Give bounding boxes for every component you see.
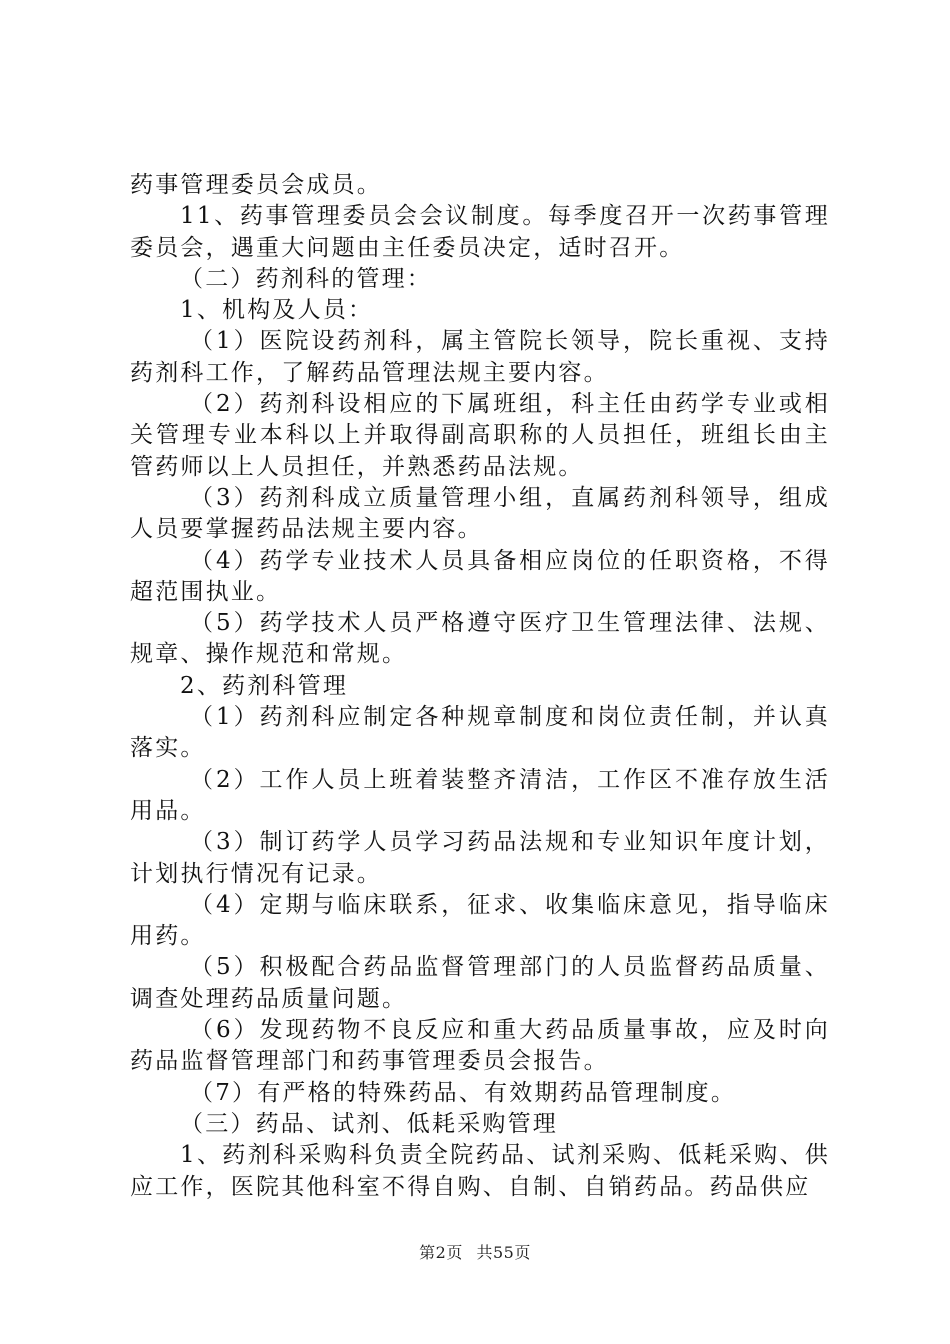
paragraph: 11、药事管理委员会会议制度。每季度召开一次药事管理委员会，遇重大问题由主任委员决定，适时召开。 bbox=[130, 203, 830, 261]
paragraph: （1）医院设药剂科，属主管院长领导，院长重视、支持药剂科工作，了解药品管理法规主要内容。 bbox=[130, 328, 830, 386]
paragraph: （2）工作人员上班着装整齐清洁，工作区不准存放生活用品。 bbox=[130, 766, 830, 824]
paragraph: 1、药剂科采购科负责全院药品、试剂采购、低耗采购、供应工作，医院其他科室不得自购、自制、自销药品。药品供应 bbox=[130, 1142, 830, 1200]
paragraph: （2）药剂科设相应的下属班组，科主任由药学专业或相关管理专业本科以上并取得副高职称的人员担任，班组长由主管药师以上人员担任，并熟悉药品法规。 bbox=[130, 391, 830, 480]
page-footer bbox=[0, 1240, 950, 1263]
subsection-heading: 1、机构及人员： bbox=[180, 297, 374, 324]
paragraph: （4）定期与临床联系，征求、收集临床意见，指导临床用药。 bbox=[130, 891, 830, 950]
page-number: 第2页 bbox=[419, 1243, 463, 1262]
paragraph: （5）药学技术人员严格遵守医疗卫生管理法律、法规、规章、操作规范和常规。 bbox=[130, 610, 830, 668]
paragraph: （4）药学专业技术人员具备相应岗位的任职资格，不得超范围执业。 bbox=[130, 547, 830, 605]
paragraph: （5）积极配合药品监督管理部门的人员监督药品质量、调查处理药品质量问题。 bbox=[130, 954, 830, 1012]
subsection-heading: 2、药剂科管理 bbox=[180, 672, 349, 699]
paragraph: 药事管理委员会成员。 bbox=[130, 172, 382, 198]
section-heading: （二）药剂科的管理： bbox=[180, 265, 432, 292]
paragraph: （1）药剂科应制定各种规章制度和岗位责任制，并认真落实。 bbox=[130, 704, 830, 762]
paragraph: （3）药剂科成立质量管理小组，直属药剂科领导，组成人员要掌握药品法规主要内容。 bbox=[130, 484, 830, 543]
paragraph: （7）有严格的特殊药品、有效期药品管理制度。 bbox=[190, 1079, 737, 1106]
paragraph: （6）发现药物不良反应和重大药品质量事故，应及时向药品监督管理部门和药事管理委员会报告。 bbox=[130, 1017, 830, 1075]
page-total: 共55页 bbox=[476, 1243, 531, 1262]
document-body bbox=[130, 170, 830, 1203]
section-heading: （三）药品、试剂、低耗采购管理 bbox=[180, 1110, 558, 1137]
paragraph: （3）制订药学人员学习药品法规和专业知识年度计划，计划执行情况有记录。 bbox=[130, 829, 830, 887]
